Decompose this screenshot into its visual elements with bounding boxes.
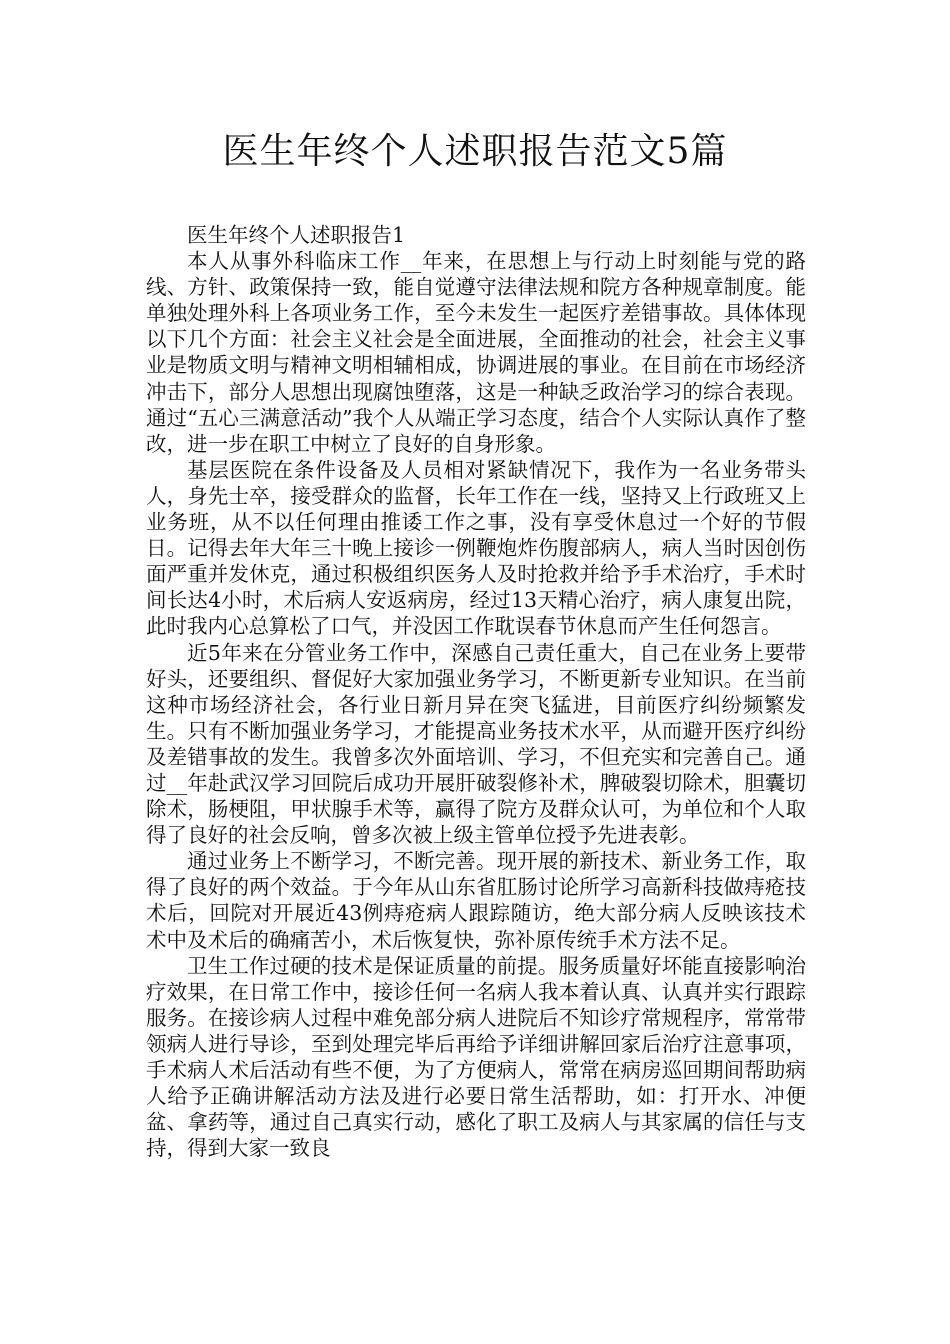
paragraph: 卫生工作过硬的技术是保证质量的前提。服务质量好坏能直接影响治疗效果，在日常工作中，接诊任何一名病人我本着认真、认真并实行跟踪服务。在接诊病人过程中难免部分病人进院后不知诊疗常规程序，常常带领病人进行导诊，至到处理完毕后再给予详细讲解回家后治疗注意事项，手术病人术后活动有些不便，为了方便病人，常常在病房巡回期间帮助病人给予正确讲解活动方法及进行必要日常生活帮助，如：打开水、冲便盆、拿药等，通过自己真实行动，感化了职工及病人与其家属的信任与支持，得到大家一致良	[146, 953, 806, 1161]
document-body	[146, 222, 806, 1161]
document-title: 医生年终个人述职报告范文5篇	[222, 131, 728, 172]
section-subtitle: 医生年终个人述职报告1	[187, 223, 406, 247]
paragraph: 本人从事外科临床工作__年来，在思想上与行动上时刻能与党的路线、方针、政策保持一致，能自觉遵守法律法规和院方各种规章制度。能单独处理外科上各项业务工作，至今未发生一起医疗差错事故。具体体现以下几个方面：社会主义社会是全面进展，全面推动的社会，社会主义事业是物质文明与精神文明相辅相成，协调进展的事业。在目前在市场经济冲击下，部分人思想出现腐蚀堕落，这是一种缺乏政治学习的综合表现。通过“五心三满意活动”我个人从端正学习态度，结合个人实际认真作了整改，进一步在职工中树立了良好的自身形象。	[146, 249, 806, 456]
paragraph: 基层医院在条件设备及人员相对紧缺情况下，我作为一名业务带头人，身先士卒，接受群众的监督，长年工作在一线，坚持又上行政班又上业务班，从不以任何理由推诿工作之事，没有享受休息过一个好的节假日。记得去年大年三十晚上接诊一例鞭炮炸伤腹部病人，病人当时因创伤面严重并发休克，通过积极组织医务人及时抢救并给予手术治疗，手术时间长达4小时，术后病人安返病房，经过13天精心治疗，病人康复出院，此时我内心总算松了口气，并没因工作耽误春节休息而产生任何怨言。	[146, 457, 806, 639]
paragraph: 近5年来在分管业务工作中，深感自己责任重大，自己在业务上要带好头，还要组织、督促好大家加强业务学习，不断更新专业知识。在当前这种市场经济社会，各行业日新月异在突飞猛进，目前医疗纠纷频繁发生。只有不断加强业务学习，才能提高业务技术水平，从而避开医疗纠纷及差错事故的发生。我曾多次外面培训、学习，不但充实和完善自己。通过__年赴武汉学习回院后成功开展肝破裂修补术，脾破裂切除术，胆囊切除术，肠梗阻，甲状腺手术等，赢得了院方及群众认可，为单位和个人取得了良好的社会反响，曾多次被上级主管单位授予先进表彰。	[146, 640, 806, 848]
paragraph: 通过业务上不断学习，不断完善。现开展的新技术、新业务工作，取得了良好的两个效益。于今年从山东省肛肠讨论所学习高新科技做痔疮技术后，回院对开展近43例痔疮病人跟踪随访，绝大部分病人反映该技术术中及术后的确痛苦小，术后恢复快，弥补原传统手术方法不足。	[146, 849, 806, 952]
